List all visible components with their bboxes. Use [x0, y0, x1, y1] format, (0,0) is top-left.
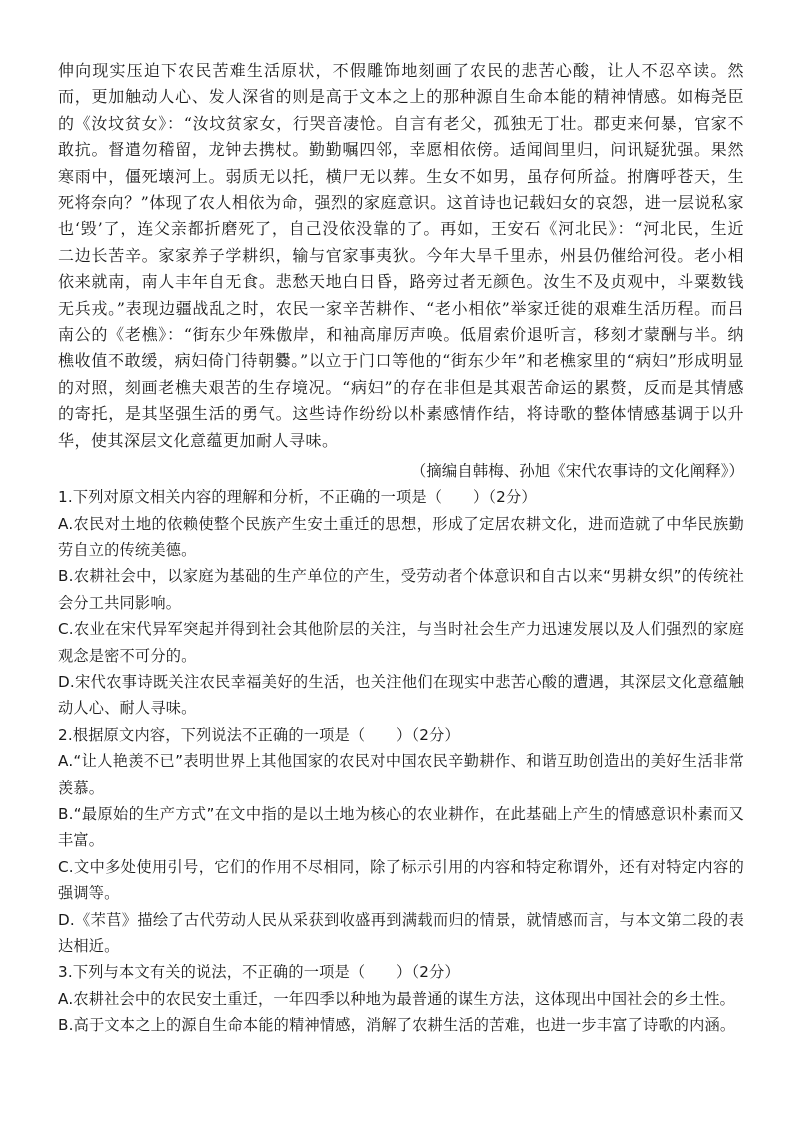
- option-a: A.“让人艳羡不已”表明世界上其他国家的农民对中国农民辛勤耕作、和谐互助创造出的美好生活非常羡慕。: [58, 752, 744, 797]
- option-b: B.农耕社会中，以家庭为基础的生产单位的产生，受劳动者个体意识和自古以来“男耕女织”的传统社会分工共同影响。: [58, 567, 744, 612]
- option-d: D.宋代农事诗既关注农民幸福美好的生活，也关注他们在现实中悲苦心酸的遭遇，其深层文化意蕴触动人心、耐人寻味。: [58, 672, 744, 718]
- question-3: [58, 959, 744, 1038]
- option-d: D.《芣苢》描绘了古代劳动人民从采获到收盛再到满载而归的情景，就情感而言，与本文第二段的表达相近。: [58, 910, 744, 955]
- question-stem: 3.下列与本文有关的说法，不正确的一项是（ ）（2分）: [58, 963, 460, 982]
- passage-source: （摘编自韩梅、孙旭《宋代农事诗的文化阐释》）: [410, 462, 744, 481]
- option-c: C.农业在宋代异军突起并得到社会其他阶层的关注，与当时社会生产力迅速发展以及人们强烈的家庭观念是密不可分的。: [58, 620, 744, 665]
- reading-passage: [58, 58, 744, 484]
- question-stem: 1.下列对原文相关内容的理解和分析，不正确的一项是（ ）（2分）: [58, 488, 537, 507]
- passage-paragraph: 伸向现实压迫下农民苦难生活原状，不假雕饰地刻画了农民的悲苦心酸，让人不忍卒读。然而，更加触动人心、发人深省的则是高于文本之上的那种源自生命本能的精神情感。如梅尧臣的《汝坟贫女》：“汝坟贫家女，行哭音凄怆。自言有老父，孤独无丁壮。郡吏来何暴，官家不敢抗。督遣勿稽留，龙钟去携杖。勤勤嘱四邻，幸愿相依傍。适闻闾里归，问讯疑犹强。果然寒雨中，僵死壊河上。弱质无以托，横尸无以葬。生女不如男，虽存何所益。拊膺呼苍天，生死将奈向？”体现了农人相依为命，强烈的家庭意识。这首诗也记载妇女的哀怨，进一层说私家也‘毁’了，连父亲都折磨死了，自己没依没靠的了。再如，王安石《河北民》：“河北民，生近二边长苦辛。家家养子学耕织，输与官家事夷狄。今年大旱千里赤，州县仍催给河役。老小相依来就南，南人丰年自无食。悲愁天地白日昏，路旁过者无颜色。汝生不及贞观中，斗粟数钱无兵戎。”表现边疆战乱之时，农民一家辛苦耕作、“老小相依”举家迁徙的艰难生活历程。而吕南公的《老樵》：“街东少年殊傲岸，和袖高扉厉声唤。低眉索价退听言，移刻才蒙酬与半。纳樵收值不敢缓，病妇倚门待朝爨。”以立于门口等他的“街东少年”和老樵家里的“病妇”形成明显的对照，刻画老樵夫艰苦的生存境况。“病妇”的存在非但是其艰苦命运的累赘，反而是其情感的寄托，是其坚强生活的勇气。这些诗作纷纷以朴素感情作结，将诗歌的整体情感基调于以升华，使其深层文化意蕴更加耐人寻味。: [58, 61, 744, 450]
- question-list: [58, 484, 744, 1039]
- option-a: A.农耕社会中的农民安土重迁，一年四季以种地为最普通的谋生方法，这体现出中国社会的乡土性。: [58, 989, 736, 1008]
- question-stem: 2.根据原文内容，下列说法不正确的一项是（ ）（2分）: [58, 725, 460, 744]
- option-a: A.农民对土地的依赖使整个民族产生安土重迁的思想，形成了定居农耕文化，进而造就了中华民族勤劳自立的传统美德。: [58, 514, 744, 559]
- option-c: C.文中多处使用引号，它们的作用不尽相同，除了标示引用的内容和特定称谓外，还有对特定内容的强调等。: [58, 857, 744, 903]
- option-b: B.“最原始的生产方式”在文中指的是以土地为核心的农业耕作，在此基础上产生的情感意识朴素而又丰富。: [58, 804, 744, 850]
- question-1: [58, 484, 744, 722]
- question-2: [58, 722, 744, 960]
- exam-page: [58, 58, 744, 1039]
- option-b: B.高于文本之上的源自生命本能的精神情感，消解了农耕生活的苦难，也进一步丰富了诗歌的内涵。: [58, 1016, 736, 1035]
